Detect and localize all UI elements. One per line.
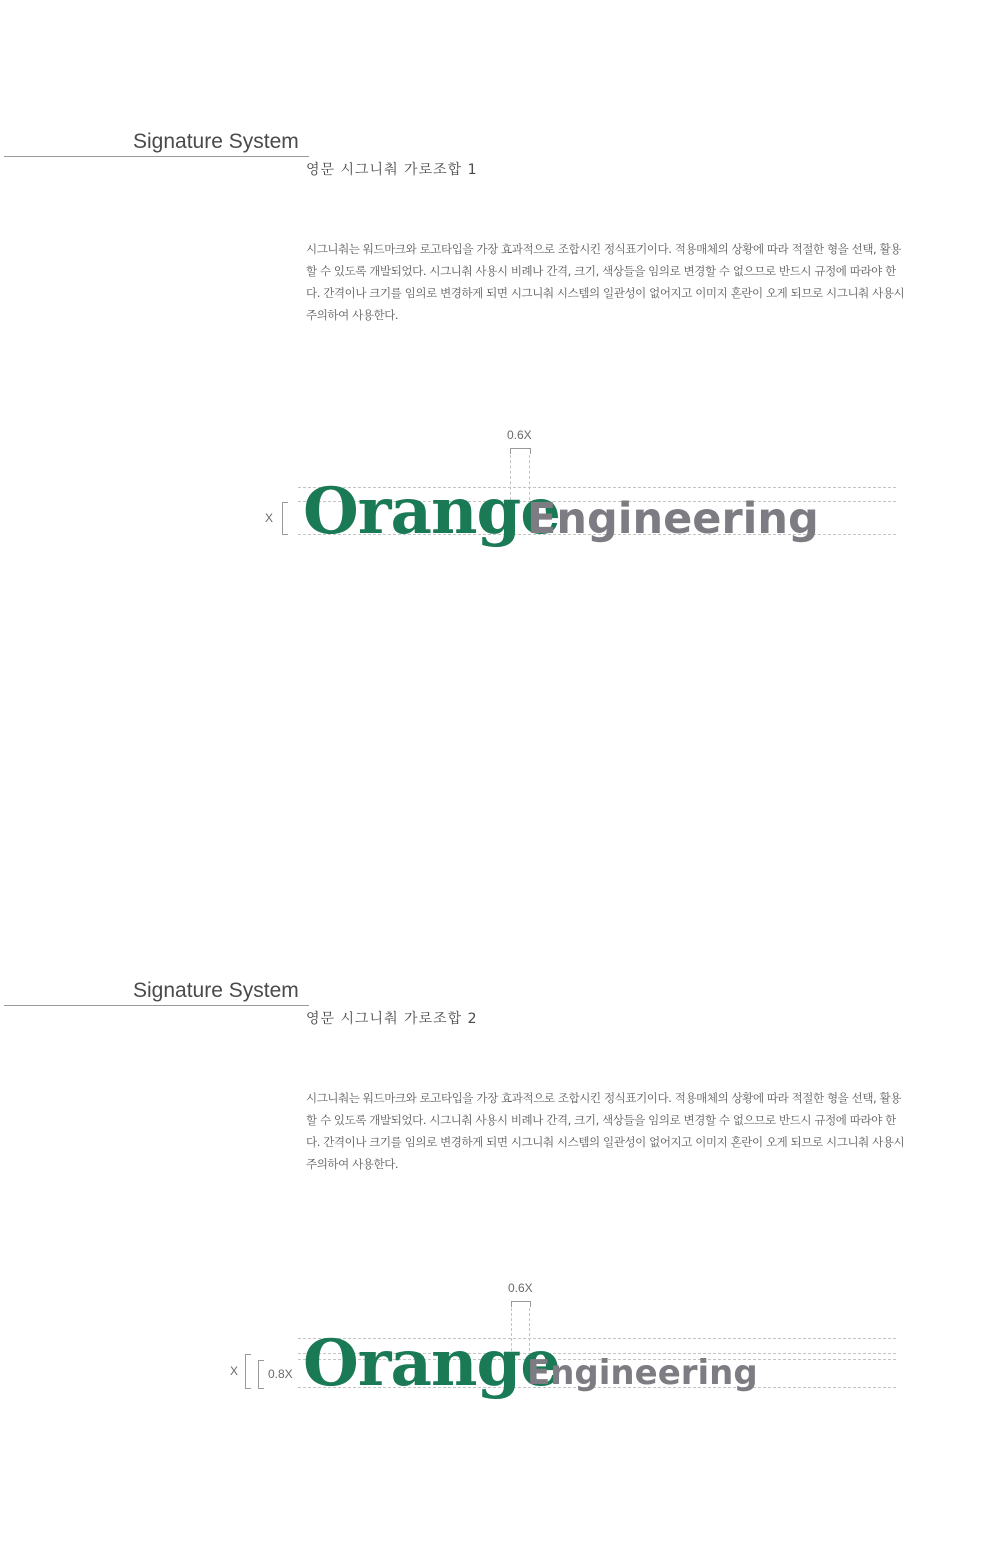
signature-section-1 xyxy=(0,0,1000,700)
height-bracket xyxy=(282,502,288,535)
section-title: Signature System xyxy=(133,130,299,153)
height-bracket xyxy=(245,1354,251,1389)
spacing-bracket xyxy=(510,448,531,454)
title-divider xyxy=(4,156,309,157)
spacing-label: 0.6X xyxy=(507,428,532,442)
height-label: X xyxy=(230,1364,239,1378)
logo-wordmark-engineering: Engineering xyxy=(527,494,819,544)
spacing-bracket xyxy=(511,1301,531,1307)
section-title: Signature System xyxy=(133,979,299,1002)
height-label: X xyxy=(265,511,274,525)
logo-wordmark-engineering: Engineering xyxy=(527,1353,758,1393)
title-divider xyxy=(4,1005,309,1006)
logo-wordmark-orange: Orange xyxy=(303,474,560,549)
section-description: 시그니춰는 워드마크와 로고타입을 가장 효과적으로 조합시킨 정식표기이다. 적용매체의 상황에 따라 적절한 형을 선택, 활용할 수 있도록 개발되었다. 시그니춰 사용시 비례나 간격, 크기, 색상들을 임의로 변경할 수 없으므로 반드시 규정에 따라야 한다. 간격이나 크기를 임의로 변경하게 되면 시그니춰 시스템의 일관성이 없어지고 이미지 혼란이 오게 되므로 시그니춰 사용시 주의하여 사용한다. xyxy=(306,1091,905,1171)
logo-wordmark-orange: Orange xyxy=(303,1326,560,1401)
section-subtitle: 영문 시그니춰 가로조합 2 xyxy=(306,1011,478,1027)
secondary-height-label: 0.8X xyxy=(268,1367,293,1381)
secondary-height-bracket xyxy=(258,1360,264,1389)
signature-section-2 xyxy=(0,849,1000,1549)
section-description: 시그니춰는 워드마크와 로고타입을 가장 효과적으로 조합시킨 정식표기이다. 적용매체의 상황에 따라 적절한 형을 선택, 활용할 수 있도록 개발되었다. 시그니춰 사용시 비례나 간격, 크기, 색상들을 임의로 변경할 수 없으므로 반드시 규정에 따라야 한다. 간격이나 크기를 임의로 변경하게 되면 시그니춰 시스템의 일관성이 없어지고 이미지 혼란이 오게 되므로 시그니춰 사용시 주의하여 사용한다. xyxy=(306,242,905,322)
section-subtitle: 영문 시그니춰 가로조합 1 xyxy=(306,162,478,178)
spacing-label: 0.6X xyxy=(508,1281,533,1295)
